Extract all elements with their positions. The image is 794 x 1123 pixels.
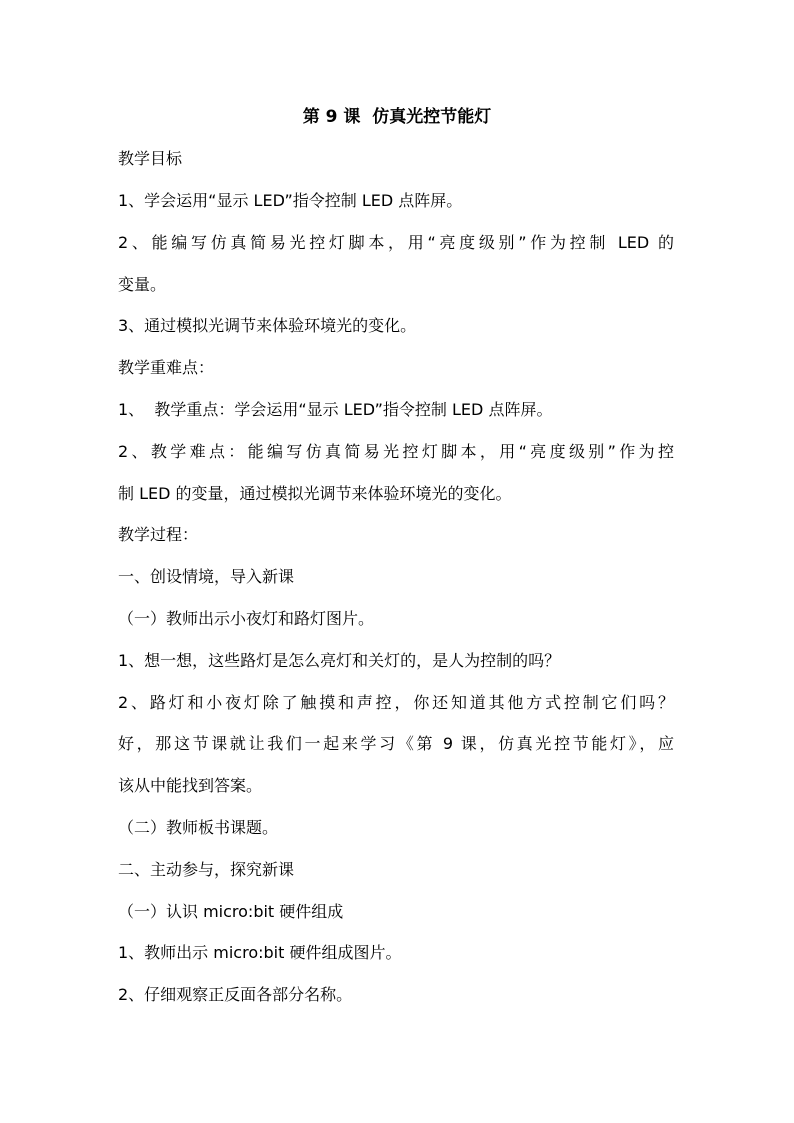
difficulty-item: 2、教学难点：能编写仿真简易光控灯脚本，用“亮度级别”作为控 [118, 442, 674, 461]
goal-item-1: 1、学会运用“显示 LED”指令控制 LED 点阵屏。 [118, 191, 463, 210]
microbit-item-2: 2、仔细观察正反面各部分名称。 [118, 985, 353, 1004]
section-two-heading: 二、主动参与，探究新课 [118, 860, 295, 879]
microbit-item-1: 1、教师出示 micro:bit 硬件组成图片。 [118, 943, 402, 962]
lesson-title: 第 9 课 仿真光控节能灯 [302, 107, 492, 127]
goal-item-3: 3、通过模拟光调节来体验环境光的变化。 [118, 316, 417, 335]
microbit-subsection-heading: （一）认识 micro:bit 硬件组成 [118, 902, 344, 921]
key-point-item: 1、 教学重点：学会运用“显示 LED”指令控制 LED 点阵屏。 [118, 400, 553, 419]
heading-teaching-goals: 教学目标 [118, 149, 183, 168]
difficulty-item-continued: 制 LED 的变量，通过模拟光调节来体验环境光的变化。 [118, 484, 512, 503]
subsection-two-heading: （二）教师板书课题。 [118, 818, 279, 837]
goal-item-2: 2、能编写仿真简易光控灯脚本，用“亮度级别”作为控制 LED 的 [118, 233, 674, 252]
heading-teaching-process: 教学过程： [118, 525, 199, 544]
question-item-1: 1、想一想，这些路灯是怎么亮灯和关灯的，是人为控制的吗？ [118, 651, 561, 670]
question-item-2: 2、路灯和小夜灯除了触摸和声控，你还知道其他方式控制它们吗？ [118, 693, 674, 712]
subsection-one-heading: （一）教师出示小夜灯和路灯图片。 [118, 609, 375, 628]
intro-paragraph-continued: 该从中能找到答案。 [118, 776, 263, 795]
goal-item-2-continued: 变量。 [118, 275, 167, 294]
section-one-heading: 一、创设情境，导入新课 [118, 567, 295, 586]
heading-key-points: 教学重难点： [118, 358, 215, 377]
intro-paragraph: 好，那这节课就让我们一起来学习《第 9 课，仿真光控节能灯》，应 [118, 734, 674, 753]
